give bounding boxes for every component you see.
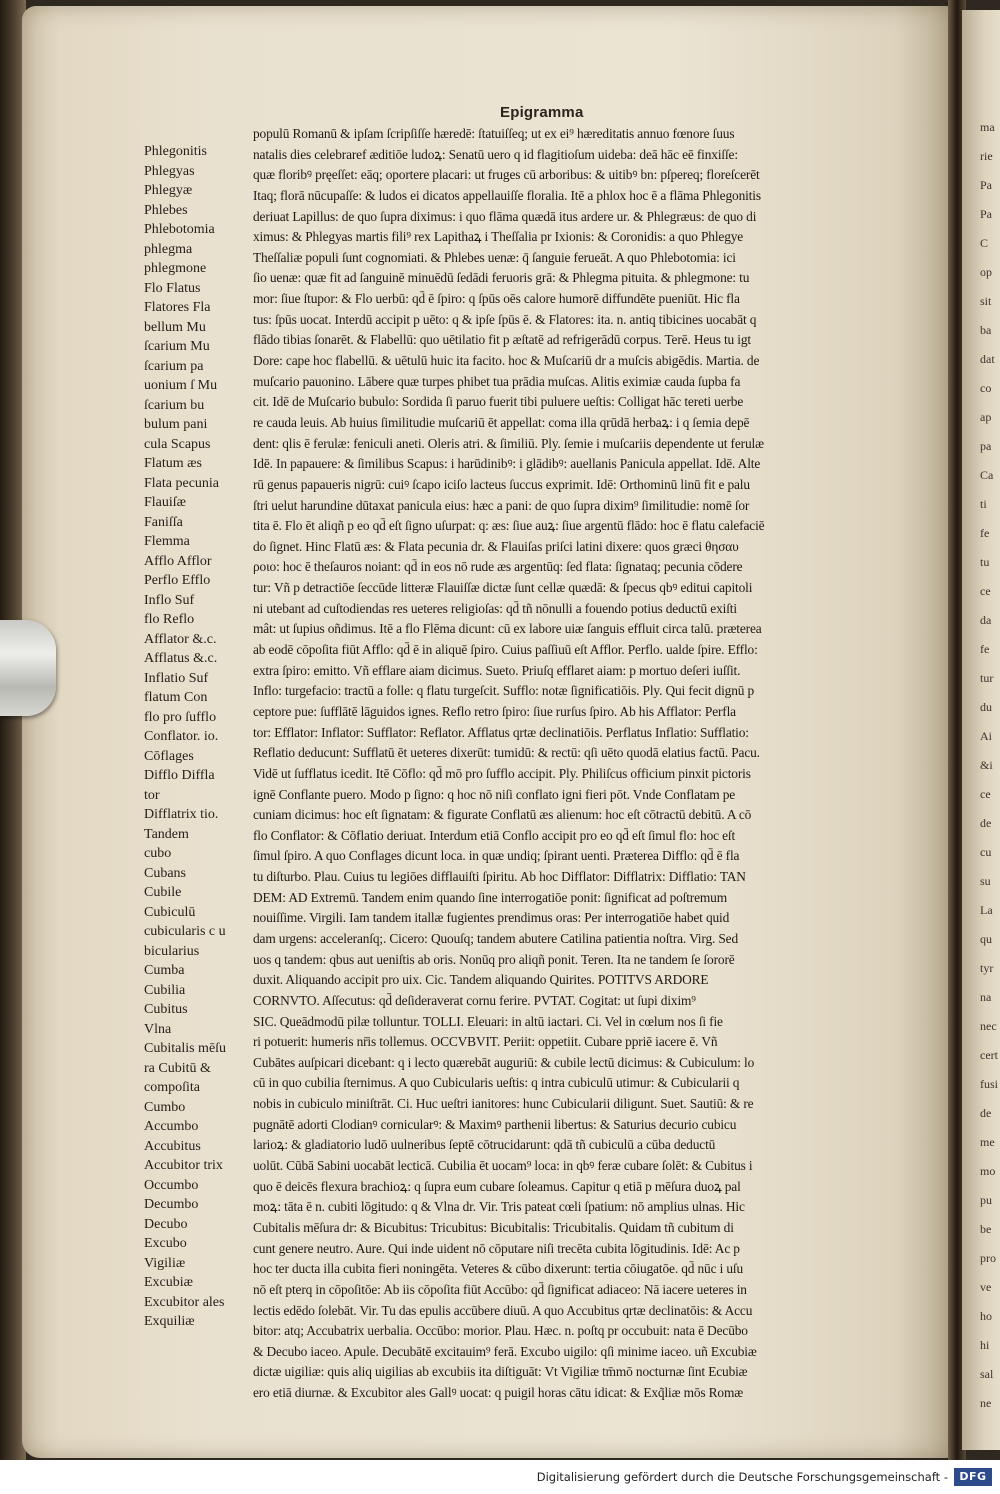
facing-page-fragment: na bbox=[980, 990, 992, 1004]
facing-page-fragment: tyr bbox=[980, 961, 994, 975]
facing-page-fragment: C bbox=[980, 236, 989, 250]
text-line: tur: Vñ p detractiōe ſeccūde litteræ Flauiſſæ dictæ ſunt cellæ quædā: & ſpecus qbꝰ editui capitoli bbox=[253, 580, 753, 596]
facing-page-fragment: su bbox=[980, 874, 991, 888]
margin-note: Phlebotomia bbox=[144, 222, 215, 237]
facing-page-fragment: de bbox=[980, 1106, 992, 1120]
margin-note: Cumba bbox=[144, 963, 185, 978]
facing-page-fragment: Ai bbox=[980, 729, 992, 743]
text-line: ignē Conflante puero. Modo p ſigno: q hoc nō niſi conflato igni fieri pōt. Vnde Conflatam pe bbox=[253, 786, 736, 802]
facing-page-fragment: mo bbox=[980, 1164, 996, 1178]
margin-note: flo pro ſufflo bbox=[144, 709, 217, 725]
facing-page-fragment: ne bbox=[980, 1396, 992, 1410]
facing-page-fragment: pro bbox=[980, 1251, 996, 1265]
facing-page-fragment: nec bbox=[980, 1019, 997, 1033]
margin-note: Afflo Afflor bbox=[144, 553, 212, 569]
margin-note: ra Cubitū & bbox=[144, 1060, 211, 1076]
text-line: uolūt. Cūbā Sabini uocabāt lecticā. Cubilia ēt uocam⁹ loca: in qbꝰ feræ cubare ſolēt: & Cubitus i bbox=[253, 1158, 753, 1174]
text-line: Cubitalis mēſura dr: & Bicubitus: Tricubitus: Bicubitalis: Tricubitalis. Quidam tñ cubitum di bbox=[253, 1219, 734, 1235]
text-line: hoc ter ducta illa cubita fieri noningēta. Veteres & cūbo dixerunt: tertia cōiugatōe. qd̄ nūc i uſu bbox=[253, 1261, 744, 1277]
text-line: flādo tibias ſonarēt. & Flabellū: quo uētilatio fit p æſtatē ad refrigerādū corpus. Terē. Heus tu igt bbox=[253, 332, 751, 348]
text-line: dictæ uigiliæ: quis aliq uigilias ab excubiis ita diſtiguāt: Vt Vigiliæ tm̄mō nocturnæ ſint Ecubiæ bbox=[253, 1364, 748, 1380]
facing-page-fragment: ba bbox=[980, 323, 992, 337]
facing-page-fragment: du bbox=[980, 700, 992, 714]
text-line: ri potuerit: humeris nr̄is tollemus. OCCVBVIT. Periit: oppetiit. Cubare ppriē iacere ē. Vñ bbox=[253, 1034, 718, 1050]
margin-note: Tandem bbox=[144, 826, 189, 842]
margin-note: Accumbo bbox=[144, 1119, 199, 1134]
margin-note: flatum Con bbox=[144, 690, 208, 705]
margin-note: Vlna bbox=[144, 1021, 172, 1037]
text-line: dent: qlis ē ferulæ: feniculi aneti. Oleris atri. & ſimiliū. Ply. ſemie i muſcariis dependente ut ferulæ bbox=[253, 435, 764, 451]
facing-page-fragment: cert bbox=[980, 1048, 998, 1062]
facing-page-fragment: hi bbox=[980, 1338, 990, 1352]
margin-note: Flatores Fla bbox=[144, 300, 211, 315]
text-line: & Decubo iaceo. Apule. Decubātē excitauim⁹ ferā. Excubo uigilo: qſi minime iaceo. uñ Excubiæ bbox=[253, 1343, 757, 1359]
margin-note: phlegmone bbox=[144, 261, 207, 276]
margin-note: Cōflages bbox=[144, 748, 194, 764]
margin-note: Cubiculū bbox=[144, 904, 196, 920]
margin-note: ſcarium pa bbox=[144, 358, 204, 374]
margin-note: Phlebes bbox=[144, 202, 188, 218]
facing-page-fragment: ce bbox=[980, 584, 991, 598]
margin-note: Occumbo bbox=[144, 1177, 199, 1193]
margin-note: Cumbo bbox=[144, 1099, 186, 1115]
text-line: uos q tandem: qbus aut ueniſtis ab oris. Nonūq pro aliqñ ponit. Teren. Ita ne tandem ſe ſororē bbox=[253, 951, 735, 967]
text-line: Reflatio deducunt: Sufflatū ēt ueteres dixerūt: tumidū: & rectū: qſi uēto quodā elatius factū. Pacu. bbox=[253, 745, 760, 761]
facing-page-fragment: pu bbox=[980, 1193, 992, 1207]
text-line: tor: Efflator: Inflator: Sufflator: Reflator. Afflatus qrtæ declinatiōis. Perflatus Inflatio: Sufflatio: bbox=[253, 724, 749, 740]
facing-page-fragment: sit bbox=[980, 294, 992, 308]
text-line: nouiſſime. Virgili. Iam tandem itallæ fugientes prendimus oras: Per interrogatiōe habet quid bbox=[253, 910, 730, 926]
facing-page-fragment: cu bbox=[980, 845, 992, 859]
text-line: cunt genere neutro. Aure. Qui inde uident nō cōputare niſi trecēta cubita lōgitudinis. Idē: Ac p bbox=[253, 1240, 740, 1256]
text-line: moꝝ: tāta ē n. cubiti lōgitudo: q & Vlna dr. Vir. Tris pateat cœli ſpatium: nō amplius ulnas. Hic bbox=[253, 1199, 745, 1215]
facing-page-fragment: sal bbox=[980, 1367, 994, 1381]
text-line: Dore: cape hoc flabellū. & uētulū huic ita facito. hoc & Muſcariū dr a muſcis abigēdis. Martia. de bbox=[253, 353, 760, 369]
text-line: muſcario pauonino. Lābere quæ turpes phibet tua prādia muſcas. Alitis eximiæ cauda ſupba fa bbox=[253, 373, 741, 389]
text-line: nobis in cubiculo miniſtrāt. Ci. Huc ueſtri ianitores: hunc Cubicularii diligunt. Suet. Sautiū: & re bbox=[253, 1096, 754, 1112]
facing-page-fragment: ap bbox=[980, 410, 992, 424]
text-line: Inflo: turgefacio: tractū a folle: q flatu turgeſcit. Sufflo: notæ ſignificatiōis. Ply. Qui fecit dignū p bbox=[253, 683, 755, 699]
margin-note: Excubo bbox=[144, 1236, 187, 1251]
margin-note: Afflatus &.c. bbox=[144, 651, 218, 666]
margin-note: Cubitus bbox=[144, 1002, 188, 1017]
margin-note: Cubans bbox=[144, 865, 186, 881]
facing-page-fragment: da bbox=[980, 613, 992, 627]
text-line: nō eſt pterq in cōpoſitōe: Ab iis cōpoſita fiūt Accūbo: qd̄ ſignificat adiaceo: Nā iacere ueteres in bbox=[253, 1281, 747, 1297]
margin-note: cubo bbox=[144, 846, 172, 861]
text-line: tu diſturbo. Plau. Cuius tu legiōes difflauiſti ſpiritu. Ab hoc Difflator: Difflatrix: Difflatio: TAN bbox=[253, 869, 746, 885]
text-line: cit. Idē de Muſcario bubulo: Sordida ſi paruo fuerit tibi puluere ueſtis: Colligat hāc tereti uerbe bbox=[253, 394, 744, 410]
margin-note: cula Scapus bbox=[144, 436, 211, 452]
text-line: Theſſaliæ populi ſunt cognomiati. & Phlebes uenæ: q̄ ſanguie ferueāt. A quo Phlebotomia: ici bbox=[253, 249, 736, 265]
margin-note: flo Reflo bbox=[144, 612, 195, 627]
body-text bbox=[253, 124, 913, 1404]
text-line: mât: ut ſupius oñdimus. Itē a flo Flēma dicunt: cū ex labore uiæ ſanguis effluit circa talū. præterea bbox=[253, 621, 762, 637]
text-line: do ſignet. Hinc Flatū æs: & Flata pecunia dr. & Flauiſas priſci latini dixere: quos græci θησαυ bbox=[253, 538, 739, 554]
facing-page-fragment: op bbox=[980, 265, 992, 279]
text-line: larioꝝ: & gladiatorio ludō uulneribus ſeptē cōtrucidarunt: qdā tñ cubiculū a cūba deductū bbox=[253, 1137, 716, 1153]
text-line: Vidē ut ſufflatus icedit. Itē Cōflo: qd̄ mō pro ſufflo accipit. Ply. Philiſcus officium pinxit pictoris bbox=[253, 765, 751, 781]
text-line: quo ē deicēs flexura brachioꝝ: q ſupra eum cubare ſoleamus. Capitur q etiā p mēſura duoꝝ pal bbox=[253, 1178, 741, 1194]
facing-page-fragment: qu bbox=[980, 932, 992, 946]
margin-note: tor bbox=[144, 787, 160, 803]
margin-note: Faniſſa bbox=[144, 514, 183, 530]
facing-page-fragment: be bbox=[980, 1222, 992, 1236]
margin-notes bbox=[144, 142, 264, 1332]
margin-note: Accubitor trix bbox=[144, 1158, 223, 1173]
margin-note: Phlegonitis bbox=[144, 144, 208, 159]
text-line: lectis edēdo ſolebāt. Vir. Tu das epulis accūbere diuū. A quo Accubitus qrtæ declinatōis: & Accu bbox=[253, 1302, 753, 1318]
text-line: DEM: AD Extremū. Tandem enim quando ſine interrogatiōe ponit: ſignificat ad poſtremum bbox=[253, 889, 727, 905]
text-line: mor: ſiue ſtupor: & Flo uerbū: qd̄ ē ſpiro: q ſpūs oēs calore humorē diffundēte pueniūt. Hic fla bbox=[253, 291, 740, 307]
margin-note: bellum Mu bbox=[144, 319, 206, 335]
text-line: CORNVTO. Aſſecutus: qd̄ deſideraverat cornu ferire. PVTAT. Cogitat: ut ſupi dixim⁹ bbox=[253, 992, 696, 1008]
text-line: cū in quo cubilia ſternimus. A quo Cubicularis ueſtis: q intra cubiculū utimur: & Cubicularii q bbox=[253, 1075, 740, 1091]
text-line: ab eodē cōpoſita fiūt Afflo: qd̄ ē in aliquē ſpiro. Cuius paſſiuū eſt Afflor. Perflo. ualde ſpire. Efflo: bbox=[253, 642, 758, 658]
facing-page-fragment: &i bbox=[980, 758, 993, 772]
facing-page-fragment: ti bbox=[980, 497, 987, 511]
running-head: Epigramma bbox=[500, 104, 584, 121]
facing-page-fragment: fe bbox=[980, 642, 990, 656]
margin-note: Cubilia bbox=[144, 982, 186, 998]
margin-note: ſcarium bu bbox=[144, 397, 205, 413]
margin-note: Excubitor ales bbox=[144, 1294, 225, 1310]
text-line: tus: ſpūs uocat. Interdū accipit p uēto: q & ipſe ſpūs ē. & Flatores: ita. n. antiq tibicines uocabāt q bbox=[253, 311, 757, 327]
text-line: dam urgens: acceleranſq;. Cicero: Quouſq; tandem abutere Catilina patientia noſtra. Virg. Sed bbox=[253, 930, 739, 946]
margin-note: Phlegyæ bbox=[144, 183, 193, 198]
margin-note: Flemma bbox=[144, 534, 190, 549]
facing-page-fragment: ho bbox=[980, 1309, 992, 1323]
text-line: deriuat Lapillus: de quo ſupra diximus: i quo flāma quædā itus ardere ur. & Phlegræus: de quo di bbox=[253, 208, 757, 224]
text-line: flo Conflator: & Cōflatio deriuat. Interdum etiā Conflo accipit pro eo qd̄ eſt ſimul flo: hoc eſt bbox=[253, 827, 736, 843]
footer-credit: Digitalisierung gefördert durch die Deutsche Forschungsgemeinschaft - bbox=[536, 1470, 948, 1484]
facing-page-edge bbox=[962, 10, 1000, 1450]
text-line: re cauda leuis. Ab huius ſimilitudie muſcariū ēt appellat: coma illa qrūdā herbaꝝ: i q ſemia depē bbox=[253, 414, 750, 430]
text-line: SIC. Queādmodū pilæ tolluntur. TOLLI. Eleuari: in altū iactari. Ci. Vel in cœlum nos ſi fie bbox=[253, 1013, 723, 1029]
text-line: ni utebant ad cuſtodiendas res ueteres religioſas: qd̄ tñ nōnulli a fouendo potius deductū exiſti bbox=[253, 600, 737, 616]
margin-note: Exquiliæ bbox=[144, 1314, 195, 1329]
footer-bar bbox=[0, 1460, 1000, 1494]
margin-note: Flatum æs bbox=[144, 456, 202, 471]
text-line: populū Romanū & ipſam ſcripſiſſe hæredē: ſtatuiſſeq; ut ex ei⁹ hæreditatis annuo fœnore ſuus bbox=[253, 126, 735, 141]
margin-note: Excubiæ bbox=[144, 1275, 193, 1290]
text-line: cuniam dicimus: hoc eſt ſignatam: & figurate Conflatū æs alienum: hoc eſt cōtractū debitū. A cō bbox=[253, 807, 752, 823]
facing-page-fragment: tu bbox=[980, 555, 990, 569]
facing-page-fragment: Pa bbox=[980, 178, 992, 192]
facing-page-fragment: rie bbox=[980, 149, 993, 163]
margin-note: Phlegyas bbox=[144, 163, 195, 179]
text-line: extra ſpiro: emitto. Vñ efflare aiam dicimus. Sueto. Priuſq efflaret aiam: p mortuo deſeri iuſſit. bbox=[253, 662, 741, 678]
margin-note: cubicularis c u bbox=[144, 924, 226, 939]
margin-note: bicularius bbox=[144, 943, 200, 959]
margin-note: phlegma bbox=[144, 241, 193, 257]
text-line: duxit. Aliquando accipit pro uix. Cic. Tandem aliquando Quirites. POTITVS ARDORE bbox=[253, 972, 709, 988]
margin-note: Inflo Suf bbox=[144, 592, 195, 608]
margin-note: ſcarium Mu bbox=[144, 339, 210, 354]
margin-note: Cubile bbox=[144, 885, 182, 900]
margin-note: Decumbo bbox=[144, 1197, 199, 1212]
facing-page-fragment: fusi bbox=[980, 1077, 998, 1091]
margin-note: Inflatio Suf bbox=[144, 670, 209, 686]
text-line: quæ floribꝰ pręeſſet: eāq; oportere placari: ut fruges cū arboribus: & uitibꝰ bn: pſpereq; floreſcerēt bbox=[253, 167, 760, 183]
text-line: ſio uenæ: quæ fit ad ſanguinē minuēdū ſedādi feruoris grā: & Phlegma pituita. & phlegmone: tu bbox=[253, 270, 750, 286]
text-line: Idē. In papauere: & ſimilibus Scapus: i harūdinibꝰ: i glādibꝰ: auellanis Panicula appellat. Idē. Alte bbox=[253, 456, 761, 472]
margin-note: Flata pecunia bbox=[144, 475, 220, 491]
text-line: ero etiā diurnæ. & Excubitor ales Gallꝰ uocat: q puigil horas cātu idicat: & Exq̃liæ mōs Romæ bbox=[253, 1385, 744, 1401]
margin-note: Accubitus bbox=[144, 1138, 201, 1154]
text-line: Itaq; florā nūcupaſſe: & ludos ei dicatos appellauiſſe floralia. Itē a phlox hoc ē a flāma Phlegonitis bbox=[253, 187, 761, 203]
margin-note: Cubitalis mēſu bbox=[144, 1041, 227, 1056]
margin-note: Afflator &.c. bbox=[144, 631, 217, 647]
facing-page-fragment: tur bbox=[980, 671, 994, 685]
text-line: Cubātes auſpicari dicebant: q i lecto quærebāt auguriū: & cubile lectū dicimus: & Cubiculum: lo bbox=[253, 1054, 755, 1070]
facing-page-fragment: Ca bbox=[980, 468, 994, 482]
facing-page-fragment: de bbox=[980, 816, 992, 830]
text-line: natalis dies celebraref æditiōe ludoꝝ: Senatū uero q id flagitioſum uideba: deā hāc eē finxiſſe: bbox=[253, 146, 738, 162]
facing-page-fragment: La bbox=[980, 903, 993, 917]
text-line: ſimul ſpiro. A quo Conflages dicunt loca. in quæ undiq; ſpirant uenti. Præterea Difflo: qd̄ ē fla bbox=[253, 848, 740, 864]
margin-note: Difflatrix tio. bbox=[144, 807, 219, 822]
facing-page-fragment: pa bbox=[980, 439, 992, 453]
facing-page-fragment: fe bbox=[980, 526, 990, 540]
text-line: bitor: atq; Accubatrix uerbalia. Occūbo: morior. Plau. Hæc. n. poſtq pr occubuit: nata ē Decūbo bbox=[253, 1323, 748, 1339]
text-line: ροιο: hoc ē theſauros noiant: qd̄ in eos nō rude æs argentūq: ſed flata: ſignataq; pecunia cōdere bbox=[253, 559, 743, 575]
dfg-logo: DFG bbox=[954, 1468, 992, 1486]
margin-note: bulum pani bbox=[144, 417, 208, 432]
margin-note: Vigiliæ bbox=[144, 1255, 186, 1271]
text-line: ſtri uelut harundine dūtaxat panicula eius: hæc a pani: de quo ſupra dixim⁹ ſimilitudie: nomē ſor bbox=[253, 497, 750, 513]
text-line: tita ē. Flo ēt aliqñ p eo qd̄ eſt ſigno uſurpat: q: æs: ſiue auꝝ: ſiue argentū flādo: hoc ē flatu calefaciē bbox=[253, 518, 765, 534]
margin-note: Decubo bbox=[144, 1216, 188, 1232]
facing-page-fragment: ma bbox=[980, 120, 995, 134]
margin-note: Conflator. io. bbox=[144, 729, 219, 744]
margin-note: Perflo Efflo bbox=[144, 573, 211, 588]
facing-page-fragment: ve bbox=[980, 1280, 992, 1294]
margin-note: uonium ſ Mu bbox=[144, 378, 218, 393]
text-line: ximus: & Phlegyas martis fili⁹ rex Lapithaꝝ i Theſſalia pr Ixionis: & Coronidis: a quo Phlegye bbox=[253, 229, 744, 245]
facing-page-fragment: me bbox=[980, 1135, 995, 1149]
facing-page-fragment: co bbox=[980, 381, 992, 395]
facing-page-fragment: dat bbox=[980, 352, 995, 366]
page-clip bbox=[0, 620, 56, 716]
text-line: pugnātē adorti Clodianꝰ cornicularꝰ: & Maximꝰ parthenii libertus: & Saturius decurio cubicu bbox=[253, 1116, 737, 1132]
margin-note: Difflo Diffla bbox=[144, 768, 215, 783]
facing-page-fragment: Pa bbox=[980, 207, 992, 221]
margin-note: compoſita bbox=[144, 1080, 200, 1095]
text-line: rū genus papaueris nigrū: cuiꝰ ſcapo iciſo lacteus ſuccus exprimit. Idē: Orthominū linū fit e palu bbox=[253, 476, 750, 492]
facing-page-fragment: ce bbox=[980, 787, 991, 801]
margin-note: Flauiſæ bbox=[144, 495, 187, 510]
margin-note: Flo Flatus bbox=[144, 280, 201, 296]
text-line: ceptore pue: ſufflātē lāguidos ignes. Reflo retro ſpiro: ſiue rurſus ſpiro. Ab his Afflator: Perfla bbox=[253, 703, 736, 719]
